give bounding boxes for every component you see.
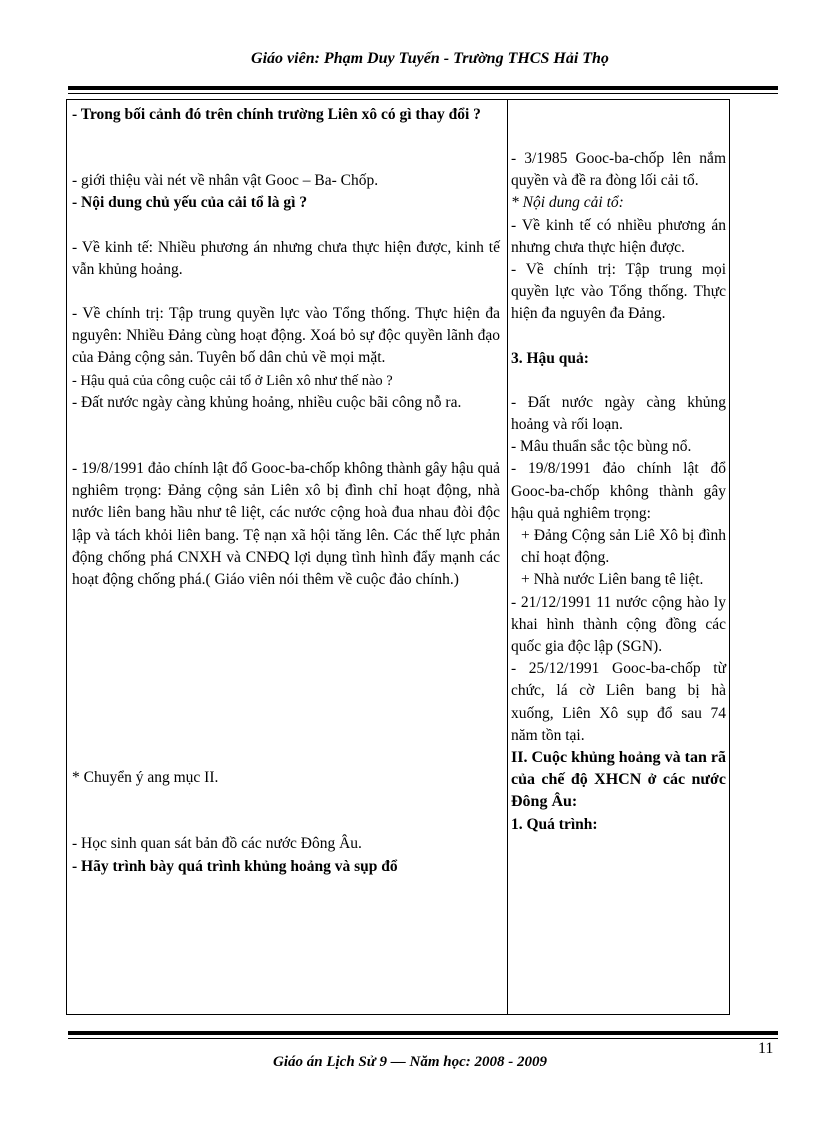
cis-formation-point: - 21/12/1991 11 nước cộng hào ly khai hình thành cộng đồng các quốc gia độc lập (SGN).	[511, 593, 726, 656]
header-rule-thick	[68, 86, 778, 90]
question-reform-content: - Nội dung chủ yếu của cải tổ là gì ?	[72, 194, 308, 212]
content-column	[511, 148, 726, 836]
page-number: 11	[758, 1040, 774, 1057]
ethnic-conflict-point: - Mâu thuẩn sắc tộc bùng nổ.	[511, 438, 692, 456]
state-paralyzed-point: + Nhà nước Liên bang tê liệt.	[521, 571, 704, 589]
question-eastern-europe: - Hãy trình bày quá trình khủng hoảng và sụp đổ	[72, 857, 398, 875]
reform-economy: - Về kinh tế có nhiều phương án nhưng chưa thực hiện được.	[511, 216, 726, 256]
crisis-answer: - Đất nước ngày càng khủng hoảng, nhiều cuộc bãi công nỗ ra.	[72, 393, 462, 411]
crisis-point: - Đất nước ngày càng khủng hoảng và rối loạn.	[511, 393, 726, 434]
process-heading: 1. Quá trình:	[511, 815, 598, 833]
footer-rule-thin	[68, 1038, 778, 1039]
party-suspended-point: + Đảng Cộng sản Liê Xô bị đình chỉ hoạt động.	[521, 527, 726, 567]
footer-rule-thick	[68, 1031, 778, 1035]
reform-politics: - Về chính trị: Tập trung mọi quyền lực vào Tổng thống. Thực hiện đa nguyên đa Đảng.	[511, 261, 726, 323]
teacher-activity-column	[72, 104, 500, 878]
consequence-heading: 3. Hậu quả:	[511, 349, 589, 367]
question-consequence: - Hậu quả của công cuộc cải tổ ở Liên xô như thế nào ?	[72, 372, 393, 389]
section-ii-heading: II. Cuộc khủng hoảng và tan rã của chế độ XHCN ở các nước Đông Âu:	[511, 749, 726, 811]
reform-content-heading: * Nội dung cải tổ:	[511, 194, 624, 212]
column-divider	[507, 99, 508, 1015]
transition-note: * Chuyển ý ang mục II.	[72, 769, 219, 787]
politics-answer: - Về chính trị: Tập trung quyền lực vào Tổng thống. Thực hiện đa nguyên: Nhiều Đảng cùng hoạt động. Xoá bỏ sự độc quyền lãnh đạo của Đảng cộng sản. Tuyên bố dân chủ về mọi mặt.	[72, 305, 500, 367]
map-activity: - Học sinh quan sát bản đồ các nước Đông Âu.	[72, 835, 362, 853]
economy-answer: - Về kinh tế: Nhiều phương án nhưng chưa thực hiện được, kinh tế vẫn khủng hoảng.	[72, 238, 500, 278]
ussr-collapse-point: - 25/12/1991 Gooc-ba-chốp từ chức, lá cờ Liên bang bị hà xuống, Liên Xô sụp đổ sau 74 năm tồn tại.	[511, 660, 726, 744]
coup-answer: - 19/8/1991 đảo chính lật đổ Gooc-ba-chốp không thành gây hậu quả nghiêm trọng: Đảng cộng sản Liên xô bị đình chỉ hoạt động, nhà nước liên bang hầu như tê liệt, các nước cộng hoà đua nhau đòi độc lập và tách khỏi liên bang. Tệ nạn xã hội tăng lên. Các thế lực phản động chống phá CNXH và CNĐQ lợi dụng tình hình đẩy mạnh các hoạt động chống phá.( Giáo viên nói thêm về cuộc đảo chính.)	[72, 460, 500, 589]
gorbachev-power: - 3/1985 Gooc-ba-chốp lên nắm quyền và đề ra đòng lối cải tổ.	[511, 150, 726, 190]
page-header: Giáo viên: Phạm Duy Tuyến - Trường THCS Hải Thọ	[251, 50, 609, 67]
page-footer: Giáo án Lịch Sử 9 — Năm học: 2008 - 2009	[273, 1054, 547, 1070]
coup-point: - 19/8/1991 đảo chính lật đổ Gooc-ba-chốp không thành gây hậu quả nghiêm trọng:	[511, 460, 726, 522]
header-rule-thin	[68, 93, 778, 94]
question-context: - Trong bối cảnh đó trên chính trường Liên xô có gì thay đổi ?	[72, 106, 481, 123]
gorbachev-intro: - giới thiệu vài nét về nhân vật Gooc – Ba- Chốp.	[72, 172, 379, 190]
